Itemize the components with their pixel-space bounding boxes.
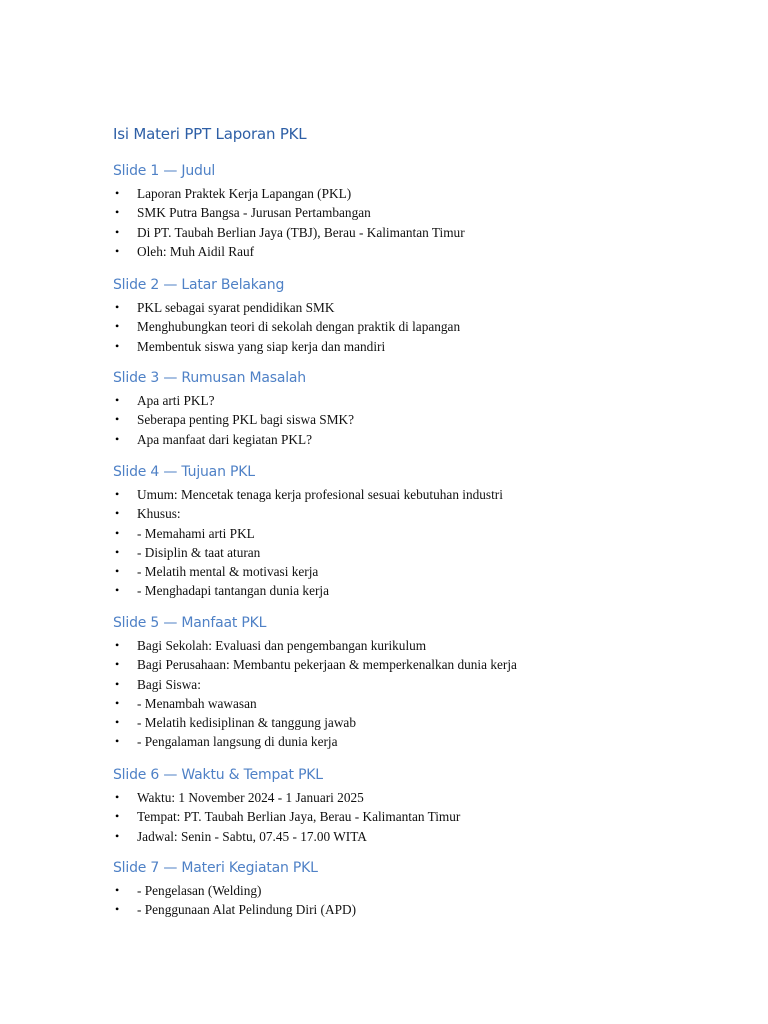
- list-item: [113, 242, 465, 261]
- list-item: [113, 900, 356, 919]
- bullet-list-slide-7: [113, 881, 356, 920]
- section-heading-slide-5: Slide 5 — Manfaat PKL: [113, 615, 267, 631]
- bullet-icon: •: [115, 828, 120, 843]
- bullet-icon: •: [115, 695, 120, 710]
- list-item-text: Tempat: PT. Taubah Berlian Jaya, Berau - Kalimantan Timur: [137, 809, 461, 825]
- bullet-icon: •: [115, 319, 120, 334]
- list-item-text: - Disiplin & taat aturan: [137, 544, 261, 560]
- list-item-text: - Memahami arti PKL: [137, 525, 255, 541]
- bullet-icon: •: [115, 790, 120, 804]
- list-item: [113, 732, 517, 751]
- list-item-text: Apa arti PKL?: [137, 393, 215, 408]
- bullet-icon: •: [115, 243, 120, 258]
- section-heading-slide-4: Slide 4 — Tujuan PKL: [113, 464, 255, 480]
- list-item: [113, 562, 503, 581]
- list-item: [113, 524, 503, 543]
- bullet-list-slide-5: [113, 636, 517, 752]
- list-item: [113, 675, 517, 694]
- list-item: [113, 184, 465, 203]
- bullet-icon: •: [115, 431, 120, 446]
- list-item-text: - Penggunaan Alat Pelindung Diri (APD): [137, 902, 357, 918]
- list-item: [113, 430, 354, 449]
- list-item-text: Membentuk siswa yang siap kerja dan mandiri: [137, 338, 386, 354]
- list-item-text: Oleh: Muh Aidil Rauf: [137, 243, 255, 259]
- bullet-icon: •: [115, 809, 120, 824]
- list-item: [113, 337, 460, 356]
- section-heading-slide-3: Slide 3 — Rumusan Masalah: [113, 370, 306, 386]
- bullet-icon: •: [115, 715, 120, 730]
- list-item: [113, 636, 517, 655]
- list-item: [113, 713, 517, 732]
- section-heading-slide-1: Slide 1 — Judul: [113, 163, 216, 179]
- list-item: [113, 298, 460, 317]
- bullet-list-slide-6: [113, 788, 460, 846]
- list-item-text: - Menghadapi tantangan dunia kerja: [137, 583, 329, 599]
- bullet-list-slide-1: [113, 184, 465, 261]
- list-item: [113, 655, 517, 674]
- bullet-list-slide-2: [113, 298, 460, 356]
- list-item: [113, 581, 503, 600]
- section-heading-slide-7: Slide 7 — Materi Kegiatan PKL: [113, 860, 318, 876]
- list-item: [113, 485, 503, 504]
- list-item: [113, 317, 460, 336]
- bullet-icon: •: [115, 300, 120, 314]
- list-item: [113, 807, 460, 826]
- bullet-icon: •: [115, 734, 120, 749]
- list-item: [113, 788, 460, 807]
- list-item: [113, 543, 503, 562]
- bullet-list-slide-4: [113, 485, 503, 601]
- list-item: [113, 881, 356, 900]
- list-item-text: Khusus:: [137, 506, 181, 522]
- list-item: [113, 391, 354, 410]
- list-item-text: Bagi Perusahaan: Membantu pekerjaan & memperkenalkan dunia kerja: [137, 657, 517, 673]
- bullet-icon: •: [115, 676, 120, 691]
- bullet-icon: •: [115, 186, 120, 200]
- bullet-icon: •: [115, 506, 120, 521]
- list-item-text: Waktu: 1 November 2024 - 1 Januari 2025: [137, 790, 364, 805]
- section-heading-slide-2: Slide 2 — Latar Belakang: [113, 277, 285, 293]
- list-item: [113, 504, 503, 523]
- list-item-text: SMK Putra Bangsa - Jurusan Pertambangan: [137, 205, 371, 221]
- bullet-icon: •: [115, 883, 120, 897]
- bullet-icon: •: [115, 338, 120, 353]
- bullet-icon: •: [115, 583, 120, 598]
- bullet-icon: •: [115, 205, 120, 220]
- list-item-text: Umum: Mencetak tenaga kerja profesional sesuai kebutuhan industri: [137, 487, 503, 502]
- list-item: [113, 827, 460, 846]
- bullet-icon: •: [115, 412, 120, 427]
- list-item-text: Menghubungkan teori di sekolah dengan praktik di lapangan: [137, 319, 461, 335]
- list-item-text: Laporan Praktek Kerja Lapangan (PKL): [137, 186, 352, 201]
- bullet-list-slide-3: [113, 391, 354, 449]
- bullet-icon: •: [115, 638, 120, 652]
- list-item-text: Seberapa penting PKL bagi siswa SMK?: [137, 412, 355, 428]
- list-item-text: - Menambah wawasan: [137, 695, 257, 711]
- bullet-icon: •: [115, 393, 120, 407]
- list-item: [113, 223, 465, 242]
- list-item-text: - Melatih mental & motivasi kerja: [137, 564, 319, 580]
- list-item: [113, 410, 354, 429]
- list-item-text: - Pengalaman langsung di dunia kerja: [137, 734, 338, 750]
- bullet-icon: •: [115, 657, 120, 672]
- section-heading-slide-6: Slide 6 — Waktu & Tempat PKL: [113, 767, 323, 783]
- bullet-icon: •: [115, 224, 120, 239]
- bullet-icon: •: [115, 564, 120, 579]
- document-title: Isi Materi PPT Laporan PKL: [113, 125, 307, 143]
- list-item-text: Di PT. Taubah Berlian Jaya (TBJ), Berau - Kalimantan Timur: [137, 224, 465, 240]
- list-item: [113, 694, 517, 713]
- list-item-text: Apa manfaat dari kegiatan PKL?: [137, 431, 313, 447]
- list-item-text: PKL sebagai syarat pendidikan SMK: [137, 300, 335, 315]
- list-item-text: - Pengelasan (Welding): [137, 883, 262, 898]
- list-item-text: Bagi Siswa:: [137, 676, 201, 692]
- list-item-text: - Melatih kedisiplinan & tanggung jawab: [137, 715, 356, 731]
- bullet-icon: •: [115, 487, 120, 501]
- list-item: [113, 203, 465, 222]
- list-item-text: Bagi Sekolah: Evaluasi dan pengembangan kurikulum: [137, 638, 427, 653]
- bullet-icon: •: [115, 902, 120, 917]
- bullet-icon: •: [115, 544, 120, 559]
- bullet-icon: •: [115, 525, 120, 540]
- list-item-text: Jadwal: Senin - Sabtu, 07.45 - 17.00 WITA: [137, 828, 367, 844]
